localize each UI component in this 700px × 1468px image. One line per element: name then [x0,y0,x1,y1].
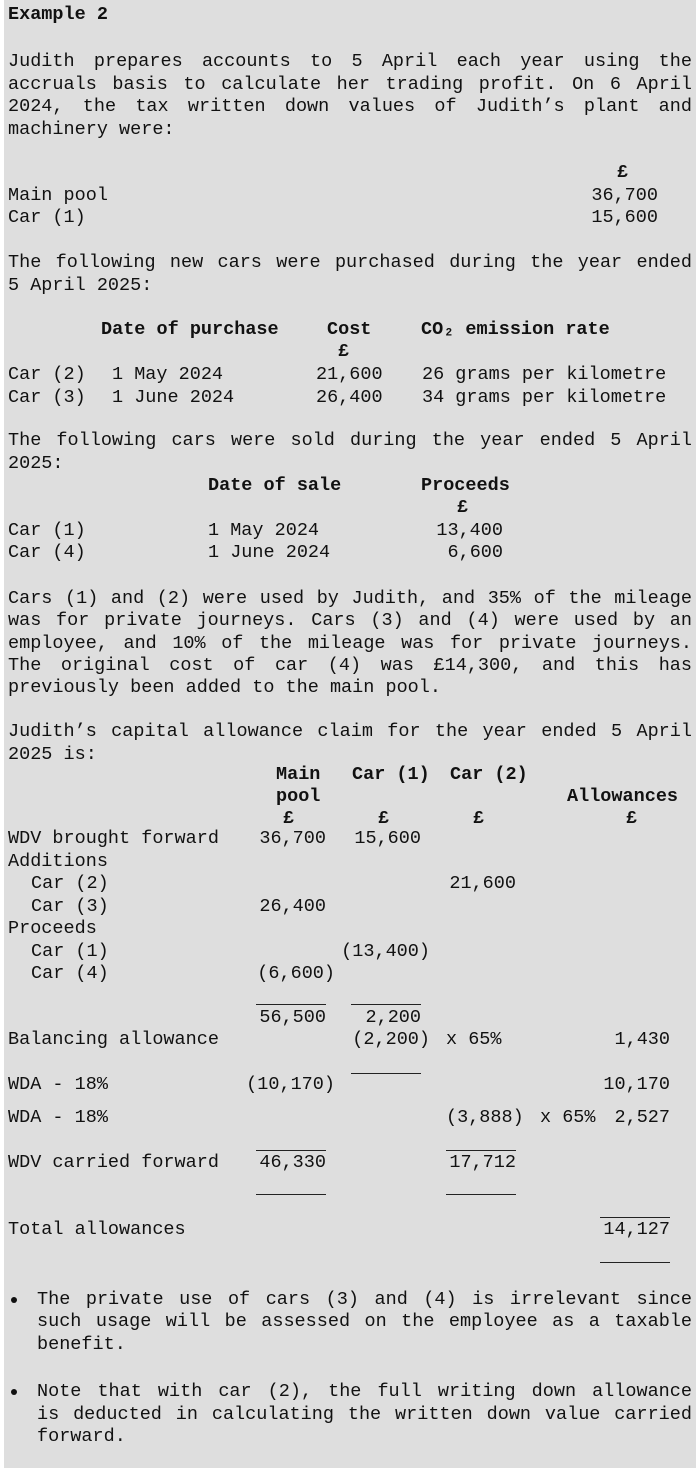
header-co2: CO₂ emission rate [421,319,610,340]
header-allowances: Allowances [567,786,679,807]
bullet-icon [11,1389,17,1395]
row-label: Car (3) [31,896,109,917]
underline [256,1004,326,1005]
text-line: employee, and 10% of the mileage was for private journeys. [8,633,692,654]
document-page [4,0,696,1468]
row-co2: 26 grams per kilometre [422,364,667,385]
text-line: is deducted in calculating the written down value carried [37,1404,692,1425]
row-label: Car (1) [8,520,86,541]
row-label: Car (2) [31,873,109,894]
value-car1: (13,400) [341,941,430,962]
row-label: WDA - 18% [8,1107,108,1128]
text-line: Cars (1) and (2) were used by Judith, and 35% of the mileage [8,588,692,609]
row-label: Main pool [8,185,108,206]
row-label: Balancing allowance [8,1029,219,1050]
underline [256,1194,326,1195]
row-label: Proceeds [8,918,97,939]
value-car1: 2,200 [365,1007,421,1028]
row-label: WDV carried forward [8,1152,219,1173]
underline [600,1262,670,1263]
header-car2: Car (2) [450,764,528,785]
factor: x 65% [540,1107,596,1128]
text-line: Judith’s capital allowance claim for the year ended 5 April [8,721,692,742]
text-line: 2024, the tax written down values of Judith’s plant and [8,96,692,117]
value-main: (10,170) [246,1074,335,1095]
text-line: accruals basis to calculate her trading profit. On 6 April [8,74,692,95]
row-date: 1 June 2024 [112,387,235,408]
underline [351,1073,421,1074]
total-value: 14,127 [603,1219,670,1240]
row-label: Car (3) [8,387,86,408]
row-date: 1 June 2024 [208,542,331,563]
text-line: benefit. [37,1334,126,1355]
factor: x 65% [446,1029,502,1050]
text-line: Note that with car (2), the full writing down allowance [37,1381,692,1402]
text-line: The private use of cars (3) and (4) is irrelevant since [37,1289,692,1310]
value-allowance: 10,170 [603,1074,670,1095]
row-value: 36,700 [591,185,658,206]
text-line: was for private journeys. Cars (3) and (4) were used by an [8,610,692,631]
text-line: 5 April 2025: [8,275,153,296]
row-date: 1 May 2024 [208,520,320,541]
value-main: (6,600) [257,963,335,984]
value-car1: 15,600 [354,828,421,849]
value-car2: 17,712 [449,1152,516,1173]
currency-header: £ [283,808,295,829]
header-cost: Cost [327,319,372,340]
underline [446,1150,516,1151]
bullet-icon [11,1297,17,1303]
row-label: Additions [8,851,108,872]
underline [600,1217,670,1218]
currency-header: £ [338,341,350,362]
text-line: forward. [37,1426,126,1447]
header-main-pool: Main [276,764,321,785]
value-car2: 21,600 [449,873,516,894]
row-label: Car (4) [31,963,109,984]
text-line: 2025: [8,453,64,474]
header-date: Date of purchase [101,319,279,340]
currency-header: £ [617,162,629,183]
example-title: Example 2 [8,4,108,25]
value-main: 26,400 [259,896,326,917]
currency-header: £ [626,808,638,829]
text-line: Judith prepares accounts to 5 April each year using the [8,51,692,72]
currency-header: £ [457,497,469,518]
value-main: 56,500 [259,1007,326,1028]
header-date: Date of sale [208,475,342,496]
row-co2: 34 grams per kilometre [422,387,667,408]
text-line: The following new cars were purchased during the year ended [8,252,692,273]
value-allowance: 1,430 [614,1029,670,1050]
text-line: The original cost of car (4) was £14,300, and this has [8,655,692,676]
row-label: Car (2) [8,364,86,385]
currency-header: £ [378,808,390,829]
text-line: such usage will be assessed on the employee as a taxable [37,1311,692,1332]
header-car1: Car (1) [352,764,430,785]
text-line: machinery were: [8,119,175,140]
underline [351,1004,421,1005]
underline [446,1194,516,1195]
value-car2: (3,888) [446,1107,524,1128]
row-value: 15,600 [591,207,658,228]
header-main-pool: pool [276,786,321,807]
row-label: WDA - 18% [8,1074,108,1095]
value-main: 36,700 [259,828,326,849]
row-date: 1 May 2024 [112,364,224,385]
text-line: The following cars were sold during the year ended 5 April [8,430,692,451]
row-cost: 26,400 [316,387,383,408]
text-line: 2025 is: [8,744,97,765]
text-line: previously been added to the main pool. [8,677,441,698]
row-label: Car (1) [31,941,109,962]
header-proceeds: Proceeds [421,475,510,496]
row-cost: 21,600 [316,364,383,385]
underline [256,1150,326,1151]
row-proceeds: 6,600 [447,542,503,563]
row-label: Total allowances [8,1219,186,1240]
row-label: Car (1) [8,207,86,228]
row-label: Car (4) [8,542,86,563]
currency-header: £ [473,808,485,829]
row-proceeds: 13,400 [436,520,503,541]
value-allowance: 2,527 [614,1107,670,1128]
value-main: 46,330 [259,1152,326,1173]
row-label: WDV brought forward [8,828,219,849]
value-car1: (2,200) [352,1029,430,1050]
